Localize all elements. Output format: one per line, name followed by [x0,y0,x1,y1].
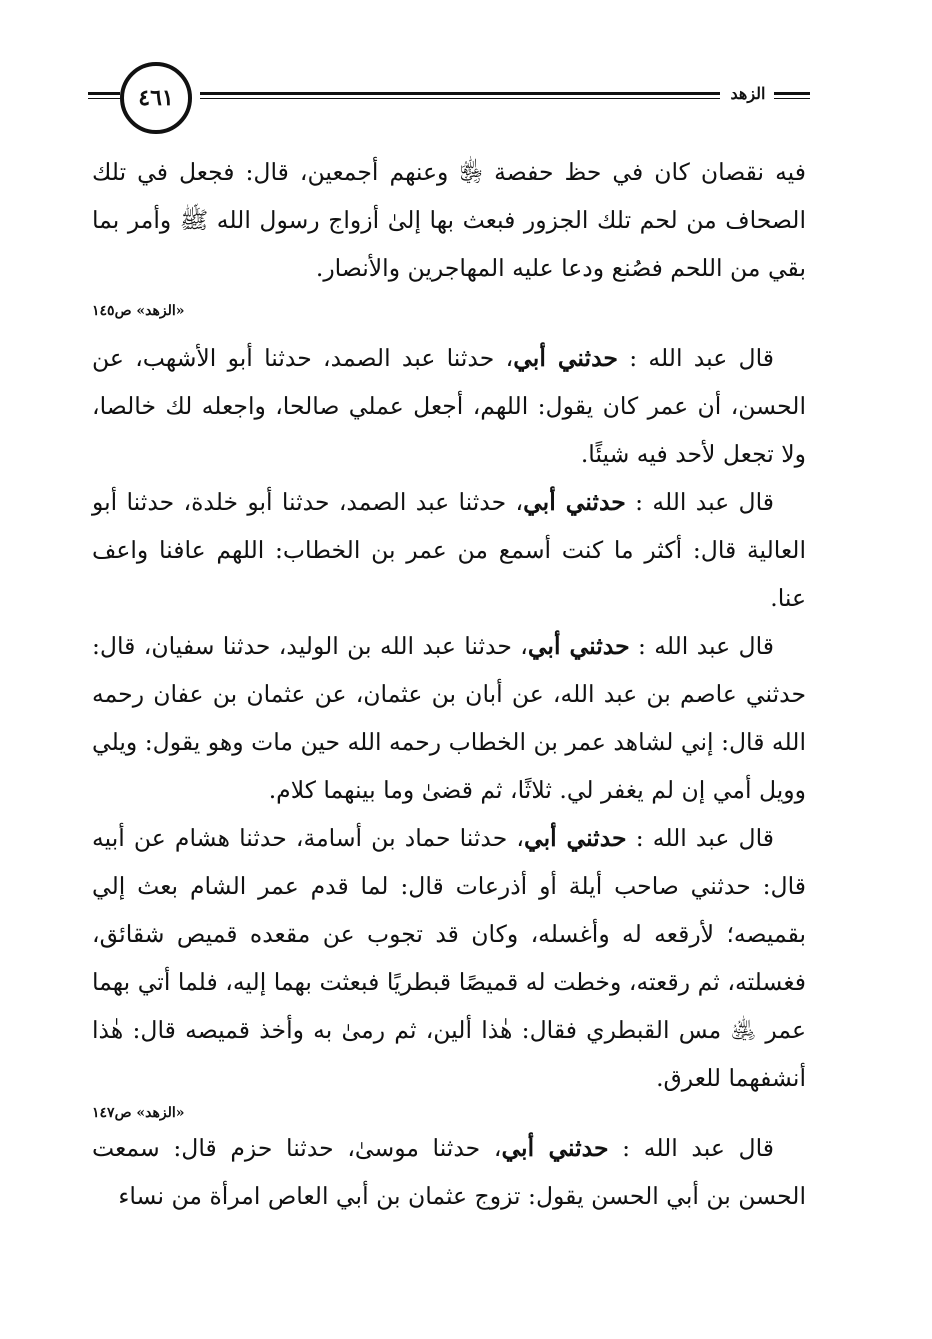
paragraph-opening: قال عبد الله : [617,344,774,372]
source-citation: «الزهد» ص١٤٥ [92,303,185,319]
header-rule-middle [200,92,720,99]
hadith-paragraph [92,334,806,478]
paragraph-opening: قال عبد الله : [625,488,774,516]
paragraph-text: ، حدثنا حماد بن أسامة، حدثنا هشام عن أبيه قال: حدثني صاحب أيلة أو أذرعات قال: لما قدم عمر الشام بعث إلي بقميصه؛ لأرقعه له وأغسله، وكان قد تجوب عن مقعده قميص شقائق، فغسلته، ثم رقعته، وخطت له قميصًا قبطريًا فبعثت بهما إليه، فلما أتي بهما عمر ﵁ مس القبطري فقال: هٰذا ألين، ثم رمىٰ به وأخذ قميصه قال: هٰذا أنشفهما للعرق. [92,824,806,1092]
header-rule-left [88,92,120,99]
hadith-paragraph [92,478,806,622]
hadith-paragraph [92,622,806,814]
running-title: الزهد [730,84,766,103]
narrator-phrase: حدثني أبي [527,632,630,660]
paragraph-continuation: فيه نقصان كان في حظ حفصة ﵂ وعنهم أجمعين، قال: فجعل في تلك الصحاف من لحم تلك الجزور فبعث بها إلىٰ أزواج رسول الله ﷺ وأمر بما بقي من اللحم فصُنع ودعا عليه المهاجرين والأنصار. [92,158,806,282]
page-number: ٤٦١ [138,85,174,111]
narrator-phrase: حدثني أبي [513,344,618,372]
paragraph-opening: قال عبد الله : [608,1134,774,1162]
narrator-phrase: حدثني أبي [523,488,626,516]
narrator-phrase: حدثني أبي [523,824,627,852]
page-header [88,62,810,142]
source-citation: «الزهد» ص١٤٧ [92,1105,185,1121]
hadith-paragraph [92,814,806,1102]
paragraph-text: ، حدثنا عبد الصمد، حدثنا أبو الأشهب، عن الحسن، أن عمر كان يقول: اللهم، أجعل عملي صالحا، واجعله لك خالصا، ولا تجعل لأحد فيه شيئًا. [92,344,806,468]
paragraph-text: ، حدثنا عبد الصمد، حدثنا أبو خلدة، حدثنا أبو العالية قال: أكثر ما كنت أسمع من عمر بن الخطاب: اللهم عافنا واعف عنا. [92,488,806,612]
paragraph-opening: قال عبد الله : [629,632,774,660]
paragraph-opening: قال عبد الله : [626,824,774,852]
paragraph-text: ، حدثنا عبد الله بن الوليد، حدثنا سفيان، قال: حدثني عاصم بن عبد الله، عن أبان بن عثمان، عن عثمان بن عفان رحمه الله قال: إني لشاهد عمر بن الخطاب رحمه الله حين مات وهو يقول: ويلي وويل أمي إن لم يغفر لي. ثلاثًا، ثم قضىٰ وما بينهما كلام. [92,632,806,804]
page-body [92,148,806,1220]
header-rule-right [774,92,810,99]
hadith-paragraph [92,1124,806,1220]
narrator-phrase: حدثني أبي [501,1134,609,1162]
page-number-badge [120,62,192,134]
paragraph-text: ، حدثنا موسىٰ، حدثنا حزم قال: سمعت الحسن بن أبي الحسن يقول: تزوج عثمان بن أبي العاص امرأة من نساء [92,1134,806,1210]
